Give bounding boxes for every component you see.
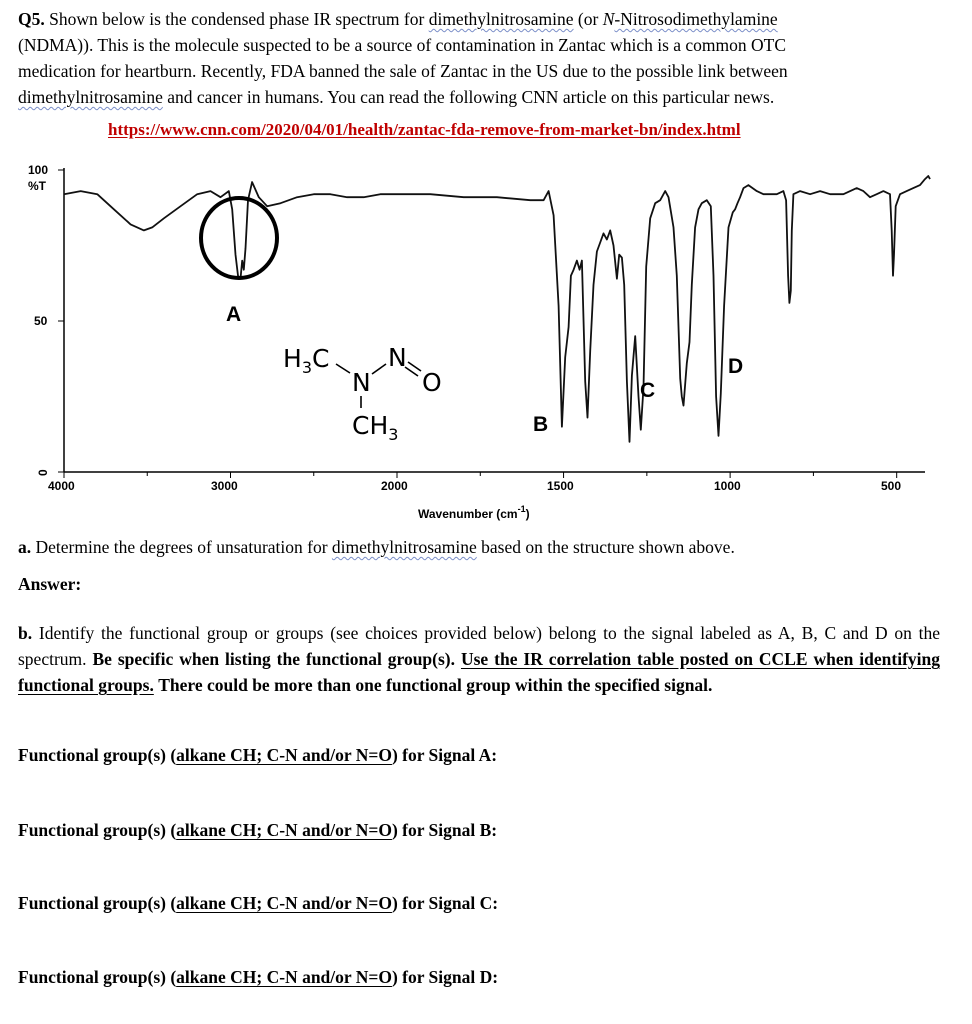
compound-name-2: dimethylnitrosamine xyxy=(18,87,163,107)
ir-spectrum-chart xyxy=(0,150,972,530)
methyl-left: $H_3C$ xyxy=(283,344,330,377)
oxygen-atom: O xyxy=(422,368,442,397)
or-text: (or xyxy=(577,9,599,29)
part-b-bold-2: There could be more than one functional group within the specified signal. xyxy=(158,675,713,695)
part-a-question xyxy=(18,534,940,560)
part-b-bold-1: Be specific when listing the functional group(s). xyxy=(92,649,456,669)
spectrum-series-line xyxy=(64,176,930,442)
y-tick-label-50: 50 xyxy=(34,314,48,328)
methyl-bottom: $CH_3$ xyxy=(352,411,399,444)
n-prefix: N xyxy=(602,9,615,29)
cnn-article-link[interactable]: https://www.cnn.com/2020/04/01/health/zantac-fda-remove-from-market-bn/index.html xyxy=(108,120,741,139)
answer-label: Answer: xyxy=(18,574,82,594)
signal-b-choices: alkane CH; C-N and/or N=O xyxy=(176,820,392,840)
y-axis-label: %T xyxy=(28,179,46,193)
signal-b-question: Functional group(s) (alkane CH; C-N and/or N=O) for Signal B: xyxy=(18,820,498,840)
question-line-3: medication for heartburn. Recently, FDA banned the sale of Zantac in the US due to the possible link between xyxy=(18,61,788,81)
question-line-2: (NDMA)). This is the molecule suspected to be a source of contamination in Zantac which is a common OTC xyxy=(18,35,787,55)
x-tick-label-3000: 3000 xyxy=(211,479,238,493)
x-tick-label-500: 500 xyxy=(881,479,902,493)
question-label: Q5. xyxy=(18,9,45,29)
question-line-4 xyxy=(18,84,940,110)
part-a-compound: dimethylnitrosamine xyxy=(331,537,477,557)
x-tick-label-4000: 4000 xyxy=(48,479,75,493)
question-intro xyxy=(18,6,940,32)
signal-d-choices: alkane CH; C-N and/or N=O xyxy=(176,967,392,987)
signal-a-circle xyxy=(201,198,277,278)
nitroso-nitrogen: N xyxy=(388,343,407,372)
signal-label-a: A xyxy=(226,303,242,326)
signal-c-question: Functional group(s) (alkane CH; C-N and/or N=O) for Signal C: xyxy=(18,893,499,913)
x-tick-label-1500: 1500 xyxy=(547,479,574,493)
part-a-text-before: Determine the degrees of unsaturation for xyxy=(35,537,328,557)
line4-text: and cancer in humans. You can read the following CNN article on this particular news. xyxy=(167,87,775,107)
intro-text: Shown below is the condensed phase IR spectrum for xyxy=(49,9,425,29)
y-tick-label-100: 100 xyxy=(28,163,49,177)
signal-label-c: C xyxy=(640,379,656,402)
signal-d-question: Functional group(s) (alkane CH; C-N and/or N=O) for Signal D: xyxy=(18,967,499,987)
x-tick-label-2000: 2000 xyxy=(381,479,408,493)
part-a-label: a. xyxy=(18,537,32,557)
x-tick-label-1000: 1000 xyxy=(714,479,741,493)
part-b-correlation-table: Use the IR correlation table posted on CCLE when identifying functional groups. xyxy=(18,649,941,695)
signal-a-choices: alkane CH; C-N and/or N=O xyxy=(176,745,392,765)
signal-c-choices: alkane CH; C-N and/or N=O xyxy=(176,893,392,913)
part-b-question xyxy=(18,620,940,698)
compound-name: dimethylnitrosamine xyxy=(428,9,574,29)
y-tick-label-0: 0 xyxy=(36,469,50,476)
signal-label-b: B xyxy=(533,413,549,436)
part-a-text-after: based on the structure shown above. xyxy=(481,537,735,557)
alt-name: -Nitrosodimethylamine xyxy=(614,9,778,29)
ndma-structure xyxy=(283,343,442,444)
part-b-text: Identify the functional group or groups (see choices provided below) belong to the signal labeled as A, B, C and D on the spectrum. xyxy=(18,623,940,669)
signal-a-question: Functional group(s) (alkane CH; C-N and/or N=O) for Signal A: xyxy=(18,745,498,765)
amine-nitrogen: N xyxy=(352,368,371,397)
x-axis-label: Wavenumber $(cm^{-1})$ xyxy=(418,504,530,521)
part-b-label: b. xyxy=(18,623,33,643)
signal-label-d: D xyxy=(728,355,744,378)
